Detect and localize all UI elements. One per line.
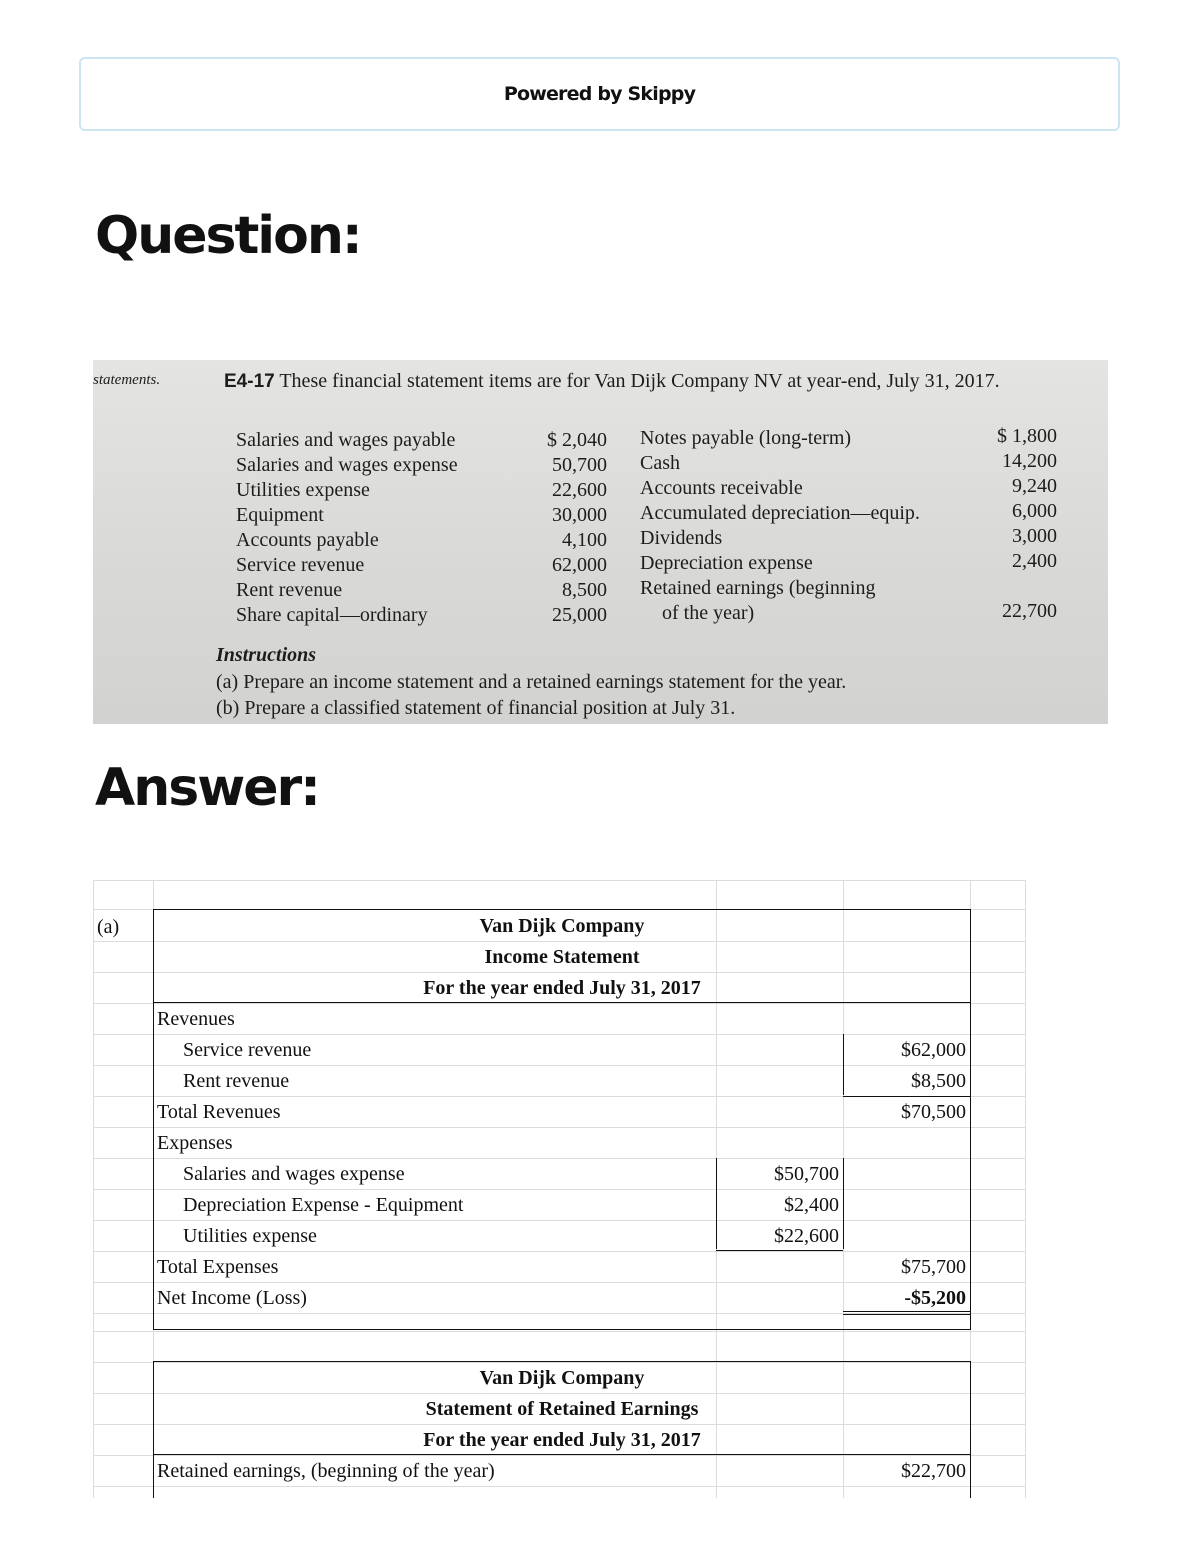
- revenue-value: $8,500: [911, 1070, 966, 1092]
- item-label: Rent revenue: [236, 579, 343, 601]
- item-label: of the year): [662, 602, 755, 624]
- item-value: 25,000: [552, 604, 607, 626]
- item-value: 50,700: [552, 454, 607, 476]
- item-value: [963, 574, 1057, 599]
- item-value: 14,200: [1002, 450, 1057, 472]
- item-label: Cash: [640, 452, 680, 474]
- item-label: Salaries and wages expense: [236, 454, 458, 476]
- instructions-title: Instructions: [216, 644, 317, 666]
- banner-text: Powered by Skippy: [503, 83, 696, 105]
- item-value: 62,000: [552, 554, 607, 576]
- item-label: Accounts payable: [236, 529, 379, 551]
- net-income-label: Net Income (Loss): [157, 1287, 307, 1309]
- right-item-labels: [640, 426, 920, 626]
- item-label: Equipment: [236, 504, 324, 526]
- item-value: 9,240: [1012, 475, 1057, 497]
- item-label: Salaries and wages payable: [236, 429, 456, 451]
- statement-period: For the year ended July 31, 2017: [423, 977, 701, 999]
- expenses-label: Expenses: [157, 1132, 233, 1154]
- item-value: $ 1,800: [997, 425, 1057, 447]
- exercise-intro-text: These financial statement items are for Van Dijk Company NV at year-end, July 31, 2017.: [279, 370, 1000, 392]
- item-label: Service revenue: [236, 554, 365, 576]
- item-value: 8,500: [562, 579, 607, 601]
- expense-label: Depreciation Expense - Equipment: [183, 1194, 464, 1216]
- question-heading: Question:: [95, 206, 361, 266]
- instructions-list: [216, 669, 846, 721]
- powered-by-banner: [79, 57, 1120, 131]
- item-value: 4,100: [562, 529, 607, 551]
- revenue-label: Service revenue: [183, 1039, 312, 1061]
- item-label: Accumulated depreciation—equip.: [640, 502, 920, 524]
- net-income-value: -$5,200: [904, 1287, 966, 1309]
- re-statement-period: For the year ended July 31, 2017: [423, 1429, 701, 1451]
- re-beginning-value: $22,700: [901, 1460, 966, 1482]
- question-image: [93, 360, 1108, 724]
- item-value: 2,400: [1012, 550, 1057, 572]
- item-label: Share capital—ordinary: [236, 604, 428, 626]
- total-expenses-value: $75,700: [901, 1256, 966, 1278]
- company-name: Van Dijk Company: [479, 915, 645, 937]
- side-label: statements.: [93, 372, 161, 388]
- re-statement-title: Statement of Retained Earnings: [425, 1398, 699, 1420]
- item-value: 22,600: [552, 479, 607, 501]
- answer-heading: Answer:: [95, 758, 319, 818]
- expense-label: Salaries and wages expense: [183, 1163, 405, 1185]
- item-label: Utilities expense: [236, 479, 370, 501]
- revenue-label: Rent revenue: [183, 1070, 290, 1092]
- revenue-value: $62,000: [901, 1039, 966, 1061]
- expense-value: $2,400: [784, 1194, 839, 1216]
- item-value: $ 2,040: [547, 429, 607, 451]
- item-value: 6,000: [1012, 500, 1057, 522]
- exercise-intro: [224, 368, 1084, 395]
- item-label: Retained earnings (beginning: [640, 577, 876, 599]
- re-beginning-label: Retained earnings, (beginning of the year): [157, 1460, 495, 1482]
- expense-label: Utilities expense: [183, 1225, 317, 1247]
- re-company-name: Van Dijk Company: [479, 1367, 645, 1389]
- total-expenses-label: Total Expenses: [157, 1256, 279, 1278]
- item-value: 30,000: [552, 504, 607, 526]
- answer-spreadsheet: [93, 880, 1026, 1498]
- item-label: Depreciation expense: [640, 552, 813, 574]
- revenues-label: Revenues: [157, 1008, 235, 1030]
- left-item-labels: [236, 428, 458, 628]
- exercise-id: E4-17: [224, 371, 275, 392]
- expense-value: $22,600: [774, 1225, 839, 1247]
- item-label: Dividends: [640, 527, 723, 549]
- statement-title: Income Statement: [484, 946, 640, 968]
- item-label: Notes payable (long-term): [640, 427, 852, 449]
- instruction-item: (a) Prepare an income statement and a retained earnings statement for the year.: [216, 671, 847, 693]
- total-revenues-value: $70,500: [901, 1101, 966, 1123]
- right-item-values: [963, 424, 1057, 624]
- expense-value: $50,700: [774, 1163, 839, 1185]
- instruction-item: (b) Prepare a classified statement of financial position at July 31.: [216, 697, 736, 719]
- total-revenues-label: Total Revenues: [157, 1101, 281, 1123]
- item-value: 3,000: [1012, 525, 1057, 547]
- part-label: (a): [97, 916, 120, 938]
- left-item-values: [513, 428, 607, 628]
- item-label: Accounts receivable: [640, 477, 803, 499]
- item-value: 22,700: [1002, 600, 1057, 622]
